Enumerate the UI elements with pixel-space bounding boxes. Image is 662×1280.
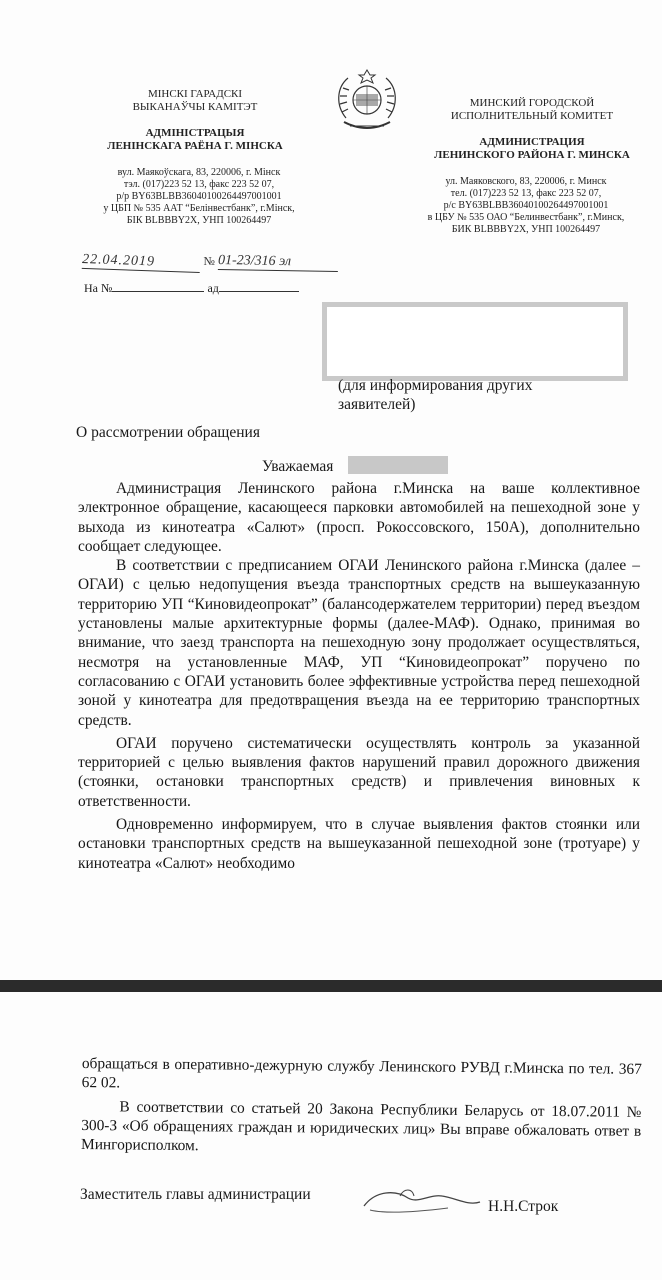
header-right-addr2: тел. (017)223 52 13, факс 223 52 07, <box>450 188 602 199</box>
recipient-redacted <box>322 302 628 381</box>
signature-scribble-icon <box>356 1184 486 1224</box>
letter-body <box>78 479 640 873</box>
paragraph-1: Администрация Ленинского района г.Минска на ваше коллективное электронное обращение, касающееся парковки автомобилей на пешеходной зоне у выхода из кинотеатра «Салют» (просп. Рокоссовского, 150А), дополнительно сообщает следующее. <box>78 480 640 555</box>
header-right-title1: АДМИНИСТРАЦИЯ <box>479 136 585 148</box>
paragraph-2: В соответствии с предписанием ОГАИ Ленинского района г.Минска (далее – ОГАИ) с целью недопущения въезда транспортных средств на вышеуказанную территорию УП “Киновидеопрокат” (балансодержателем территории) перед въездом установлены малые архитектурные формы (далее-МАФ). Однако, принимая во внимание, что заезд транспорта на пешеходную зону продолжает осуществляться, несмотря на установленные МАФ, УП “Киновидеопрокат” поручено по согласованию с ОГАИ установить более эффективные устройства перед пешеходной зоной у кинотеатра для предотвращения въезда на ее территорию транспортных средств. <box>78 557 640 729</box>
header-left-addr2: тэл. (017)223 52 13, факс 223 52 07, <box>123 179 275 190</box>
recipient-note-line1: (для информирования других <box>338 377 533 394</box>
salutation-redacted <box>348 456 448 474</box>
state-emblem-icon <box>332 66 402 138</box>
header-left-line2: ВЫКАНАЎЧЫ КАМІТЭТ <box>132 101 258 113</box>
incoming-date-label: ад <box>207 281 219 295</box>
reference-date: 22.04.2019 <box>82 252 201 273</box>
header-right-addr4: в ЦБУ № 535 ОАО “Белинвестбанк”, г.Минск, <box>427 212 625 223</box>
signatory-position: Заместитель главы администрации <box>80 1186 311 1203</box>
incoming-number-label: На № <box>84 281 113 295</box>
header-left-addr5: БІК BLBBBY2X, УНП 100264497 <box>126 215 272 226</box>
header-left-title1: АДМІНІСТРАЦЫЯ <box>145 127 245 139</box>
reference-number: 01-23/316 эл <box>218 253 338 272</box>
header-right-addr3: р/с BY63BLBB36040100264497001001 <box>443 200 609 211</box>
header-left <box>95 88 295 227</box>
header-right-addr1: ул. Маяковского, 83, 220006, г. Минск <box>445 176 607 187</box>
letter-subject: О рассмотрении обращения <box>76 424 260 441</box>
paragraph-continuation: обращаться в оперативно-дежурную службу Ленинского РУВД г.Минска по тел. 367 62 02. <box>81 1055 642 1092</box>
header-left-addr4: у ЦБП № 535 ААТ “Белінвестбанк”, г.Мінск, <box>103 203 295 214</box>
paragraph-4: Одновременно информируем, что в случае выявления фактов стоянки или остановки транспортных средств на вышеуказанной пешеходной зоне (тротуаре) у кинотеатра «Салют» необходимо <box>78 816 640 872</box>
reference-number-label: № <box>203 254 215 268</box>
signatory-name: Н.Н.Строк <box>488 1198 559 1215</box>
header-left-addr1: вул. Маякоўскага, 83, 220006, г. Мінск <box>117 167 281 178</box>
header-left-addr3: р/р BY63BLBB36040100264497001001 <box>116 191 282 202</box>
header-left-title2: ЛЕНІНСКАГА РАЁНА Г. МІНСКА <box>107 140 283 152</box>
letter-body-continued <box>81 1054 642 1160</box>
header-right-addr5: БИК BLBBBY2X, УНП 100264497 <box>451 224 601 235</box>
header-right <box>422 97 642 236</box>
header-left-line1: МІНСКІ ГАРАДСКІ <box>147 88 243 100</box>
paragraph-3: ОГАИ поручено систематически осуществлять контроль за указанной территорией с целью выявления фактов нарушений правил дорожного движения (стоянки, остановки транспортных средств) и привлечения виновных к ответственности. <box>78 734 640 810</box>
header-right-title2: ЛЕНИНСКОГО РАЙОНА Г. МИНСКА <box>434 149 630 161</box>
recipient-note-line2: заявителей) <box>338 396 416 413</box>
header-right-line1: МИНСКИЙ ГОРОДСКОЙ <box>469 97 595 109</box>
reference-incoming-line <box>84 280 344 296</box>
recipient-note <box>338 376 598 414</box>
salutation-prefix: Уважаемая <box>262 458 334 475</box>
header-right-line2: ИСПОЛНИТЕЛЬНЫЙ КОМИТЕТ <box>450 110 614 122</box>
paragraph-appeal: В соответствии со статьей 20 Закона Республики Беларусь от 18.07.2011 № 300-З «Об обращениях граждан и юридических лиц» Вы вправе обжаловать ответ в Мингорисполком. <box>80 1097 642 1155</box>
letter-page-2 <box>0 992 662 1280</box>
page-separator <box>0 980 662 992</box>
reference-date-line <box>81 251 352 274</box>
